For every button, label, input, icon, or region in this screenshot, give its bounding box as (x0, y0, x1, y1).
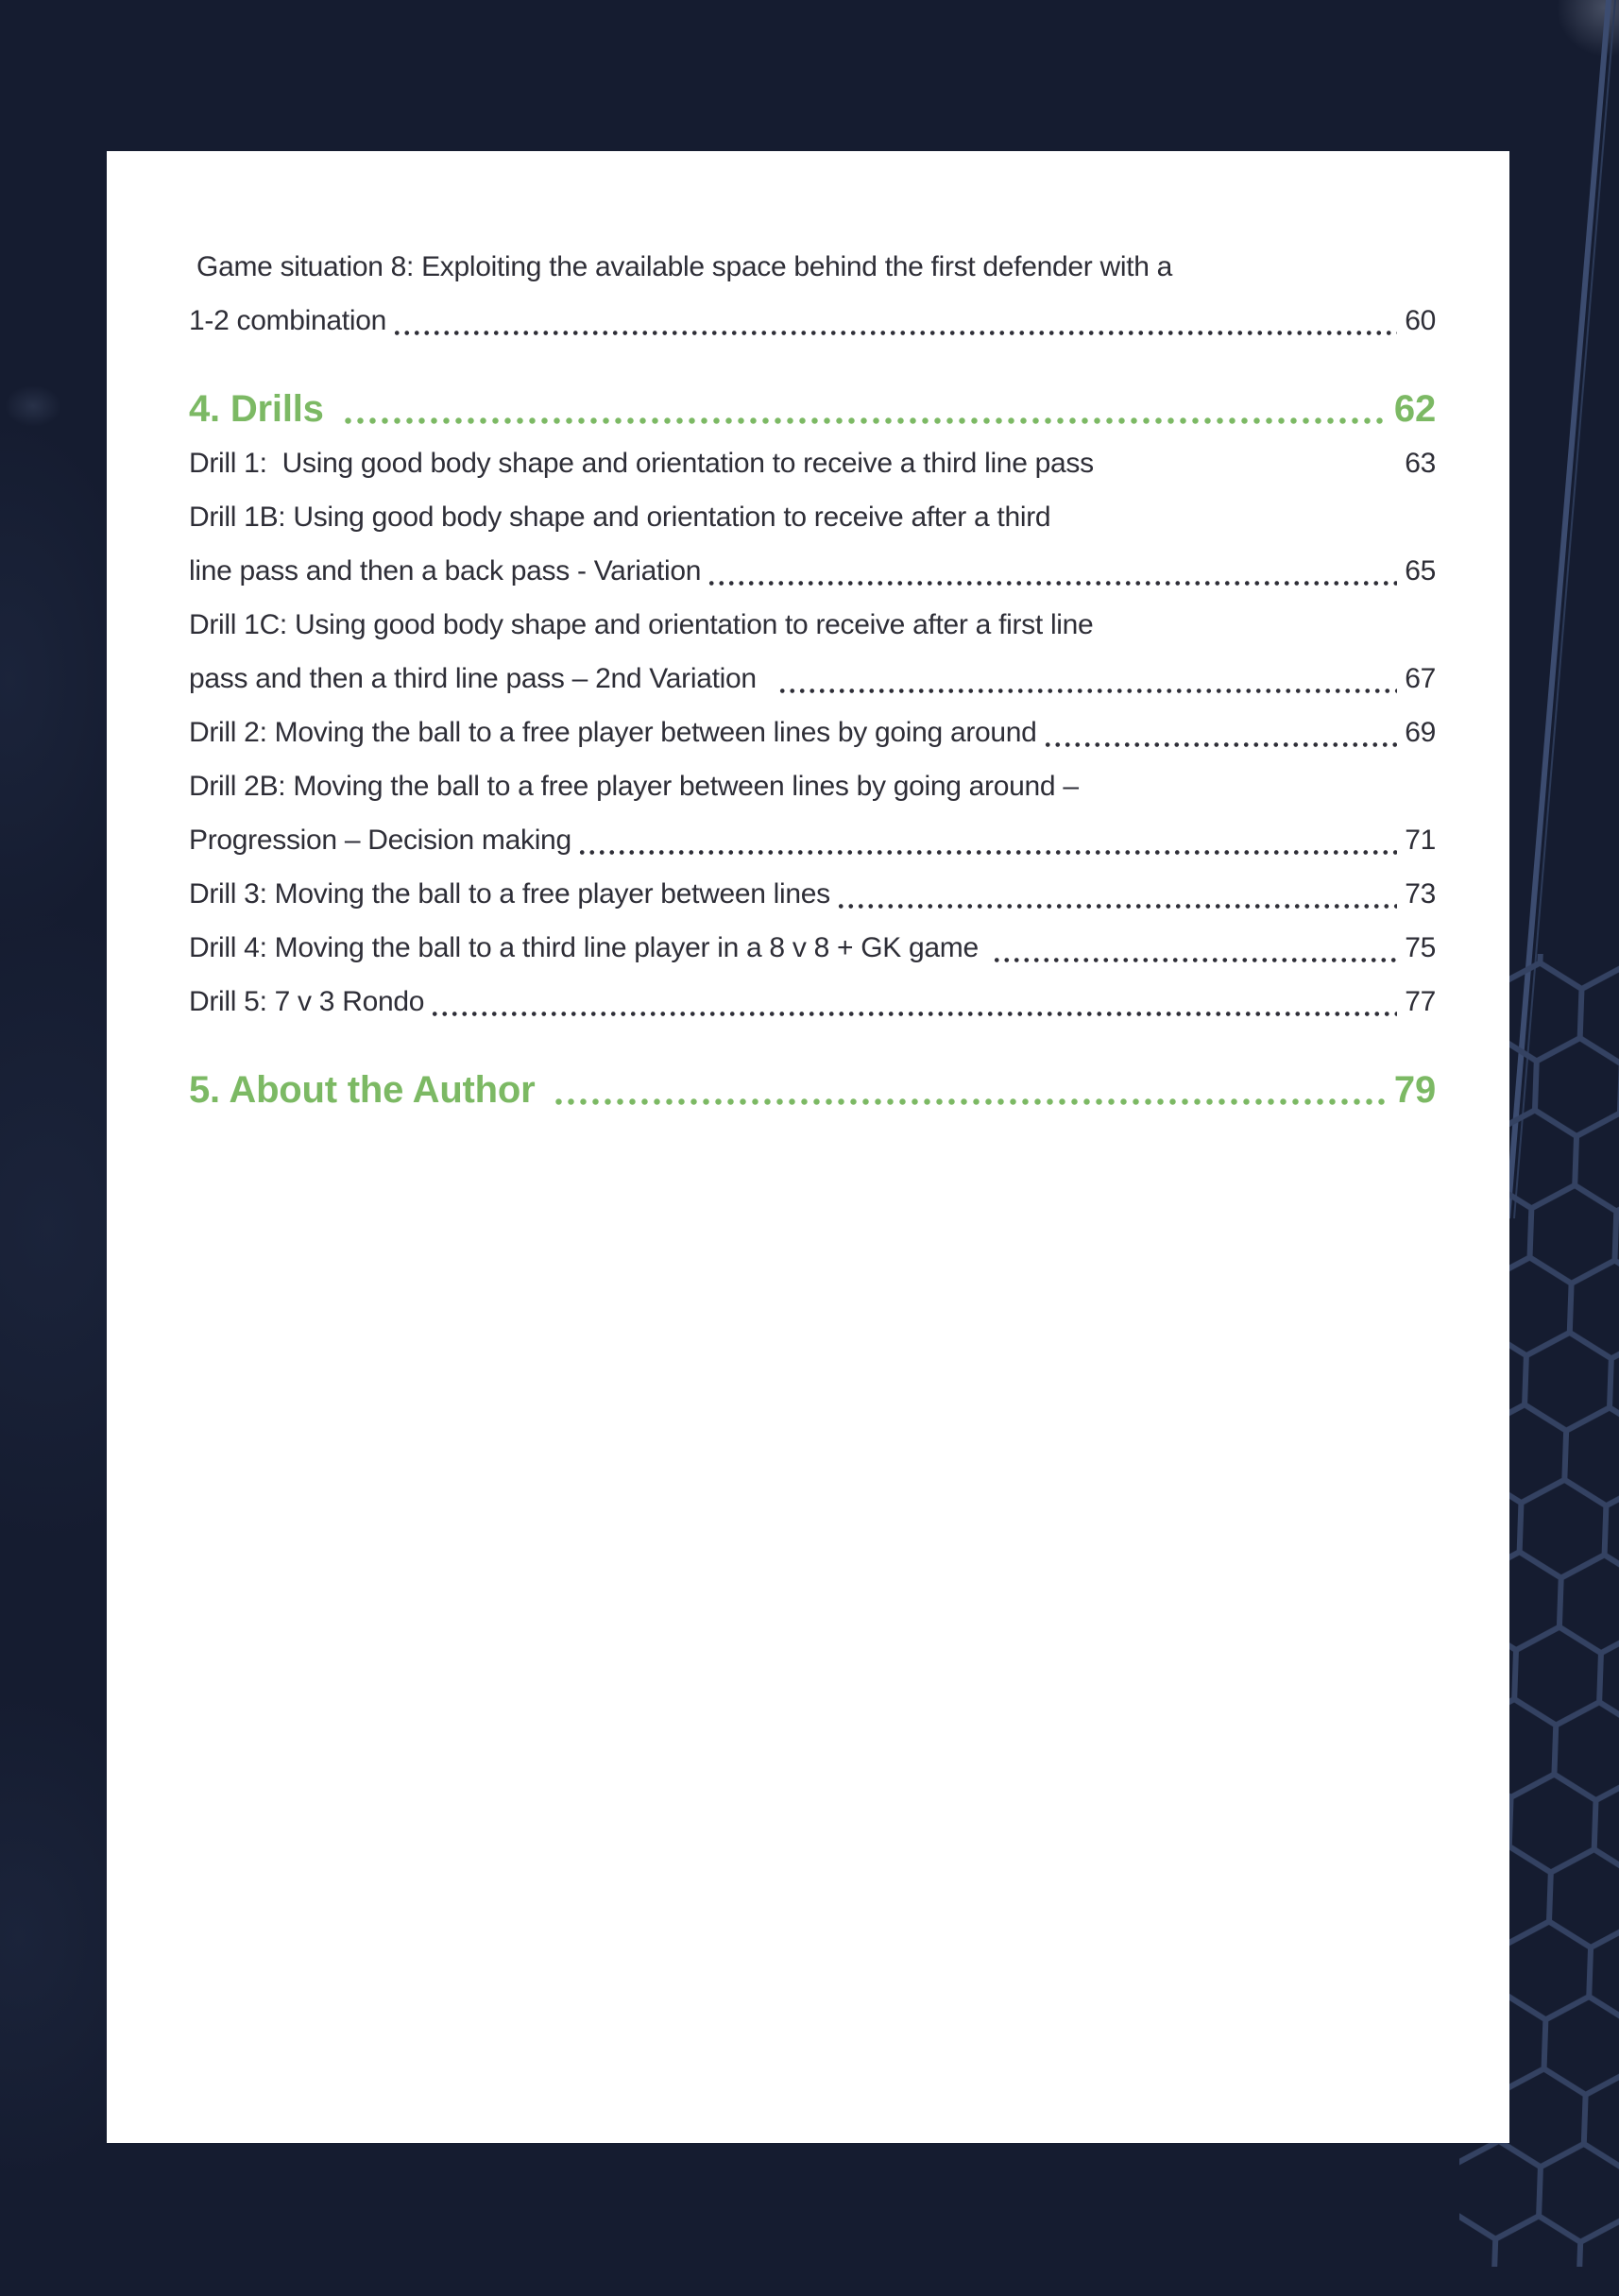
toc-entry-row (189, 759, 1436, 813)
toc-page-number: 67 (1405, 663, 1436, 694)
toc-list (107, 151, 1509, 1117)
toc-entry-text: Drill 1: Using good body shape and orientation to receive a third line pass (189, 448, 1094, 479)
toc-entry-drill-3[interactable] (189, 867, 1436, 921)
toc-entry-text: Drill 5: 7 v 3 Rondo (189, 986, 425, 1017)
toc-entry-drill-5[interactable] (189, 975, 1436, 1029)
dot-leader (1043, 741, 1398, 748)
toc-entry-drill-1[interactable] (189, 436, 1436, 490)
leader-space (1099, 472, 1397, 479)
toc-entry-drill-1c[interactable] (189, 598, 1436, 706)
toc-entry-text: Progression – Decision making (189, 825, 571, 856)
toc-page-number: 73 (1405, 878, 1436, 910)
toc-entry-row (189, 598, 1436, 652)
toc-page-number: 60 (1405, 305, 1436, 336)
toc-entry-row (189, 490, 1436, 544)
toc-entry-drill-1b[interactable] (189, 490, 1436, 598)
toc-page-number: 71 (1405, 825, 1436, 856)
toc-entry-row (189, 867, 1436, 921)
dot-leader (430, 1011, 1397, 1017)
toc-entry-about-author-heading[interactable] (189, 1063, 1436, 1117)
toc-entry-text: Drill 1C: Using good body shape and orientation to receive after a first line (189, 609, 1094, 640)
toc-entry-row (189, 706, 1436, 759)
toc-entry-text: Drill 3: Moving the ball to a free player between lines (189, 878, 830, 910)
toc-entry-row (189, 1063, 1436, 1117)
toc-page-number: 63 (1405, 448, 1436, 479)
toc-page-number: 77 (1405, 986, 1436, 1017)
toc-entry-drill-4[interactable] (189, 921, 1436, 975)
toc-page-number: 69 (1405, 717, 1436, 748)
toc-entry-text: 1-2 combination (189, 305, 386, 336)
toc-entry-row (189, 652, 1436, 706)
toc-entry-row (189, 383, 1436, 436)
dot-leader (392, 330, 1397, 336)
toc-entry-text: Game situation 8: Exploiting the available space behind the first defender with a (189, 251, 1173, 282)
dot-leader (342, 417, 1385, 425)
toc-entry-text: 4. Drills (189, 388, 334, 430)
dot-leader (992, 957, 1397, 963)
toc-entry-text: Drill 2B: Moving the ball to a free player between lines by going around – (189, 771, 1079, 802)
toc-entry-text: pass and then a third line pass – 2nd Variation (189, 663, 772, 694)
dot-leader (777, 688, 1397, 694)
toc-entry-text: Drill 4: Moving the ball to a third line player in a 8 v 8 + GK game (189, 932, 986, 963)
toc-entry-text: Drill 1B: Using good body shape and orientation to receive after a third (189, 502, 1051, 533)
toc-entry-drills-heading[interactable] (189, 383, 1436, 436)
toc-entry-row (189, 544, 1436, 598)
dot-leader (577, 849, 1397, 856)
toc-page-number: 65 (1405, 555, 1436, 587)
toc-entry-row (189, 921, 1436, 975)
dot-leader (707, 580, 1397, 587)
toc-entry-text: 5. About the Author (189, 1069, 546, 1111)
dot-leader (553, 1097, 1384, 1106)
toc-entry-game-situation-8[interactable] (189, 240, 1436, 348)
toc-page (107, 151, 1509, 2143)
toc-entry-row (189, 240, 1436, 294)
toc-page-number: 62 (1393, 388, 1436, 430)
toc-page-number: 79 (1393, 1069, 1436, 1111)
toc-entry-text: line pass and then a back pass - Variation (189, 555, 702, 587)
dot-leader (836, 903, 1397, 910)
toc-entry-text: Drill 2: Moving the ball to a free player between lines by going around (189, 717, 1037, 748)
toc-entry-drill-2b[interactable] (189, 759, 1436, 867)
toc-entry-row (189, 813, 1436, 867)
toc-entry-row (189, 975, 1436, 1029)
toc-entry-row (189, 436, 1436, 490)
toc-page-number: 75 (1405, 932, 1436, 963)
toc-entry-row (189, 294, 1436, 348)
toc-entry-drill-2[interactable] (189, 706, 1436, 759)
